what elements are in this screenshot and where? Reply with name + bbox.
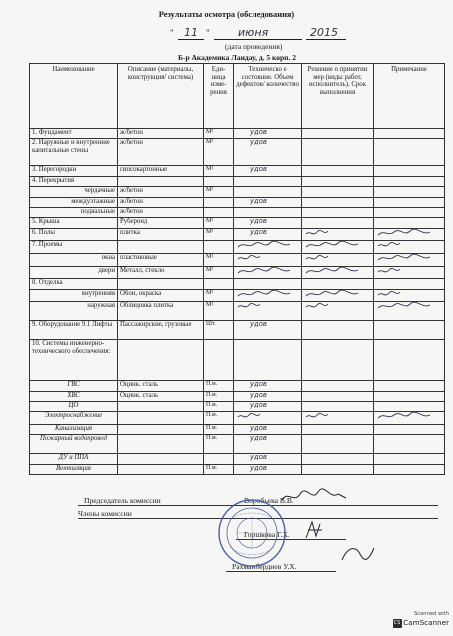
row-description: ж/бетон: [118, 207, 204, 217]
row-state: [234, 424, 302, 434]
row-unit: П.м.: [204, 391, 234, 401]
row-name: внутренняя: [30, 289, 118, 302]
camscanner-logo-icon: CS: [393, 620, 401, 626]
row-note: [374, 241, 445, 254]
month-underline: [214, 39, 302, 40]
table-row: [30, 391, 445, 401]
column-header: Описание (материалы, конструкция/ система): [118, 64, 204, 129]
table-row: [30, 218, 445, 228]
state-text: удов: [250, 401, 267, 409]
member-name: Рахманбердиев У.Х.: [232, 562, 297, 571]
row-description: [118, 241, 204, 254]
row-note: [374, 289, 445, 302]
row-decision: [302, 391, 374, 401]
table-row: [30, 454, 445, 464]
row-unit: П.м.: [204, 401, 234, 411]
row-state: [234, 412, 302, 425]
row-description: Оцинк. сталь: [118, 381, 204, 391]
row-decision: [302, 187, 374, 197]
row-state: [234, 197, 302, 207]
row-name: двери: [30, 266, 118, 279]
row-description: гипсокартонные: [118, 166, 204, 176]
handwriting-mark: [304, 412, 368, 421]
row-note: [374, 176, 445, 186]
table-row: [30, 412, 445, 425]
table-row: [30, 340, 445, 381]
row-state: [234, 302, 302, 321]
row-note: [374, 401, 445, 411]
row-name: наружная: [30, 302, 118, 321]
handwriting-mark: [376, 412, 436, 421]
row-description: [118, 435, 204, 454]
row-name: 1. Фундамент: [30, 129, 118, 139]
row-name: 6. Полы: [30, 228, 118, 241]
scanner-watermark: [379, 611, 449, 633]
row-state: [234, 176, 302, 186]
date-open-quote: ": [170, 28, 174, 38]
row-note: [374, 302, 445, 321]
table-row: [30, 241, 445, 254]
row-note: [374, 340, 445, 381]
handwriting-mark: [304, 267, 368, 276]
row-name: междуэтажные: [30, 197, 118, 207]
row-unit: [204, 207, 234, 217]
row-description: [118, 412, 204, 425]
table-row: [30, 139, 445, 166]
row-decision: [302, 218, 374, 228]
row-decision: [302, 197, 374, 207]
row-name: 10. Системы инженерно- технического обеспечения:: [30, 340, 118, 381]
row-decision: [302, 166, 374, 176]
row-state: [234, 289, 302, 302]
table-row: [30, 435, 445, 454]
row-unit: М²: [204, 228, 234, 241]
table-row: [30, 197, 445, 207]
row-state: [234, 279, 302, 289]
handwriting-mark: [376, 254, 436, 263]
scanner-brand: CamScanner: [403, 618, 449, 627]
row-unit: М²: [204, 302, 234, 321]
table-row: [30, 129, 445, 139]
row-name: 9. Оборудование 9.1 Лифты: [30, 321, 118, 340]
year-underline: [306, 39, 346, 40]
handwriting-mark: [304, 229, 368, 238]
row-description: пластиковые: [118, 253, 204, 266]
row-note: [374, 381, 445, 391]
row-state: [234, 266, 302, 279]
row-decision: [302, 381, 374, 391]
row-decision: [302, 401, 374, 411]
row-description: [118, 464, 204, 474]
handwriting-mark: [304, 302, 368, 311]
row-state: [234, 454, 302, 464]
column-header: Техническо е состояние. Объем дефектов/ количество: [234, 64, 302, 129]
row-note: [374, 454, 445, 464]
row-state: [234, 464, 302, 474]
date-day: 11: [184, 26, 198, 39]
row-name: 4. Перекрытия: [30, 176, 118, 186]
row-note: [374, 139, 445, 166]
row-unit: П.м.: [204, 464, 234, 474]
row-description: [118, 279, 204, 289]
row-decision: [302, 266, 374, 279]
row-decision: [302, 464, 374, 474]
row-state: [234, 187, 302, 197]
row-decision: [302, 435, 374, 454]
row-description: Оцинк. сталь: [118, 391, 204, 401]
scanner-caption: Scanned with: [413, 611, 449, 617]
row-unit: М²: [204, 218, 234, 228]
handwriting-mark: [304, 241, 368, 250]
row-state: [234, 381, 302, 391]
row-description: Обои, окраска: [118, 289, 204, 302]
row-note: [374, 253, 445, 266]
table-row: [30, 424, 445, 434]
row-state: [234, 253, 302, 266]
inspection-date: [170, 28, 360, 42]
row-note: [374, 412, 445, 425]
row-name: ДУ и ППА: [30, 454, 118, 464]
row-name: 2. Наружные и внутренние капитальные стены: [30, 139, 118, 166]
row-unit: П.м.: [204, 424, 234, 434]
row-decision: [302, 241, 374, 254]
row-decision: [302, 412, 374, 425]
row-unit: Шт.: [204, 321, 234, 340]
row-state: [234, 435, 302, 454]
table-row: [30, 464, 445, 474]
row-decision: [302, 321, 374, 340]
column-header: Примечание: [374, 64, 445, 129]
row-description: [118, 176, 204, 186]
row-note: [374, 321, 445, 340]
row-note: [374, 424, 445, 434]
row-note: [374, 187, 445, 197]
state-text: удов: [250, 217, 267, 226]
handwriting-mark: [304, 290, 368, 299]
row-description: [118, 454, 204, 464]
table-row: [30, 207, 445, 217]
row-description: Облицовка плитка: [118, 302, 204, 321]
row-unit: [204, 279, 234, 289]
row-description: ж/бетон: [118, 197, 204, 207]
row-state: [234, 218, 302, 228]
handwriting-mark: [376, 290, 436, 299]
row-state: [234, 166, 302, 176]
row-note: [374, 435, 445, 454]
state-text: удов: [250, 128, 267, 136]
handwriting-mark: [236, 254, 294, 263]
row-unit: [204, 241, 234, 254]
row-decision: [302, 454, 374, 464]
state-text: удов: [250, 320, 267, 329]
row-name: ЦО: [30, 401, 118, 411]
row-state: [234, 401, 302, 411]
column-header: Решение о принятии мер (виды работ, исполнитель). Срок выполнения: [302, 64, 374, 129]
row-name: чердачные: [30, 187, 118, 197]
row-description: [118, 340, 204, 381]
row-description: ж/бетон: [118, 129, 204, 139]
table-row: [30, 176, 445, 186]
state-text: удов: [250, 138, 267, 147]
state-text: удов: [250, 197, 267, 205]
table-row: [30, 289, 445, 302]
organization-stamp: [216, 497, 288, 569]
row-description: плитка: [118, 228, 204, 241]
handwriting-mark: [376, 302, 436, 311]
member-signature: [302, 518, 328, 542]
row-name: 8. Отделка: [30, 279, 118, 289]
state-text: удов: [250, 453, 267, 462]
member-line: [226, 571, 336, 572]
date-month: июня: [238, 26, 269, 39]
row-decision: [302, 279, 374, 289]
row-note: [374, 166, 445, 176]
state-text: удов: [250, 434, 267, 443]
row-unit: [204, 340, 234, 381]
state-text: удов: [250, 380, 267, 389]
building-address: Б-р Академика Ландау, д. 5 корп. 2: [178, 53, 296, 62]
table-row: [30, 253, 445, 266]
document-title: Результаты осмотра (обследования): [158, 10, 295, 19]
row-unit: М²: [204, 129, 234, 139]
table-row: [30, 266, 445, 279]
state-text: удов: [250, 228, 267, 236]
table-row: [30, 302, 445, 321]
row-decision: [302, 207, 374, 217]
row-state: [234, 129, 302, 139]
handwriting-mark: [236, 290, 294, 299]
row-note: [374, 266, 445, 279]
table-header-row: [30, 64, 445, 129]
date-close-quote: ": [206, 28, 210, 38]
row-unit: П.м.: [204, 412, 234, 425]
row-name: 3. Перегородки: [30, 166, 118, 176]
row-state: [234, 228, 302, 241]
state-text: удов: [250, 464, 267, 472]
row-unit: М²: [204, 187, 234, 197]
state-text: удов: [250, 165, 267, 174]
row-decision: [302, 289, 374, 302]
table-row: [30, 279, 445, 289]
row-state: [234, 241, 302, 254]
row-state: [234, 321, 302, 340]
row-state: [234, 207, 302, 217]
table-row: [30, 321, 445, 340]
row-decision: [302, 340, 374, 381]
row-state: [234, 139, 302, 166]
row-note: [374, 207, 445, 217]
row-unit: П.м.: [204, 381, 234, 391]
row-unit: П.м.: [204, 435, 234, 454]
row-description: [118, 424, 204, 434]
table-row: [30, 166, 445, 176]
members-label: Члены комиссии: [78, 509, 132, 518]
row-unit: [204, 454, 234, 464]
row-name: ГВС: [30, 381, 118, 391]
handwriting-mark: [236, 302, 294, 311]
row-note: [374, 218, 445, 228]
table-row: [30, 187, 445, 197]
row-description: ж/бетон: [118, 139, 204, 166]
row-name: 7. Проемы: [30, 241, 118, 254]
handwriting-mark: [376, 241, 436, 250]
row-unit: М²: [204, 139, 234, 166]
chair-label: Председатель комиссии: [84, 496, 161, 505]
row-name: Вентиляция: [30, 464, 118, 474]
handwriting-mark: [304, 254, 368, 263]
state-text: удов: [250, 391, 267, 399]
handwriting-mark: [236, 267, 294, 276]
row-unit: М²: [204, 166, 234, 176]
chair-name: Воробьева В.В.: [244, 496, 294, 505]
row-note: [374, 391, 445, 401]
row-name: Электроснабжение: [30, 412, 118, 425]
row-unit: М²: [204, 266, 234, 279]
column-header: Еди- ница изме- рения: [204, 64, 234, 129]
row-description: Металл, стекло: [118, 266, 204, 279]
row-name: ХВС: [30, 391, 118, 401]
row-description: Рубероид: [118, 218, 204, 228]
row-state: [234, 391, 302, 401]
row-note: [374, 464, 445, 474]
row-decision: [302, 302, 374, 321]
row-description: Пассажирские, грузовые: [118, 321, 204, 340]
handwriting-mark: [236, 241, 294, 250]
row-decision: [302, 228, 374, 241]
state-text: удов: [250, 424, 267, 432]
date-year: 2015: [310, 26, 338, 39]
row-name: Пожарный водопровод: [30, 435, 118, 454]
row-note: [374, 129, 445, 139]
table-row: [30, 381, 445, 391]
row-note: [374, 279, 445, 289]
row-state: [234, 340, 302, 381]
table-row: [30, 228, 445, 241]
row-name: 5. Крыша: [30, 218, 118, 228]
row-unit: [204, 176, 234, 186]
row-decision: [302, 139, 374, 166]
row-description: [118, 401, 204, 411]
row-unit: [204, 197, 234, 207]
inspection-table: [29, 63, 445, 475]
column-header: Наименование: [30, 64, 118, 129]
row-name: окна: [30, 253, 118, 266]
chair-signature: [280, 488, 350, 506]
handwriting-mark: [376, 229, 436, 238]
table-row: [30, 401, 445, 411]
row-decision: [302, 176, 374, 186]
row-name: Канализация: [30, 424, 118, 434]
member-name: Горшкова Г.Х.: [244, 530, 290, 539]
row-unit: М²: [204, 289, 234, 302]
handwriting-mark: [236, 412, 294, 421]
row-note: [374, 197, 445, 207]
day-underline: [178, 39, 204, 40]
row-decision: [302, 253, 374, 266]
member-signature: [338, 542, 378, 564]
row-unit: М²: [204, 253, 234, 266]
row-description: ж/бетон: [118, 187, 204, 197]
row-decision: [302, 129, 374, 139]
date-caption: (дата проведения): [225, 42, 283, 51]
row-note: [374, 228, 445, 241]
row-decision: [302, 424, 374, 434]
handwriting-mark: [376, 267, 436, 276]
row-name: подвальные: [30, 207, 118, 217]
